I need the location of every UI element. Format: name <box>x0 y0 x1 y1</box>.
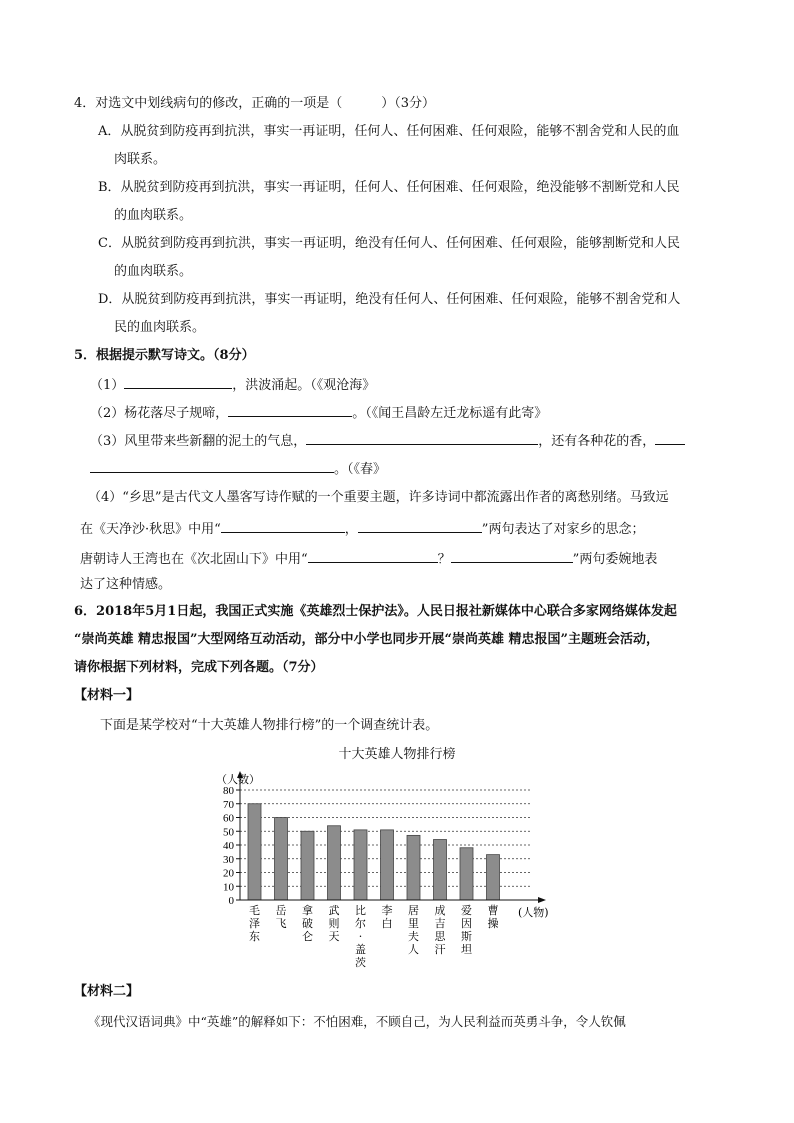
q4-option-b-cont: 的血肉联系。 <box>114 208 193 223</box>
q5-item-4-line2-comma: ， <box>344 522 358 537</box>
x-tick-label: 曹操 <box>487 904 499 930</box>
bar-5 <box>354 830 367 900</box>
q5-blank-4d[interactable] <box>451 548 573 563</box>
bar-10 <box>487 855 500 900</box>
q5-blank-2[interactable] <box>228 402 352 417</box>
q5-item-2-prefix: （2）杨花落尽子规啼， <box>90 406 229 421</box>
q5-item-4-line1: （4）“乡思”是古代文人墨客写诗作赋的一个重要主题，许多诗词中都流露出作者的离愁别绪。马致远 <box>88 490 669 505</box>
q4-option-b[interactable]: B．从脱贫到防疫再到抗洪，事实一再证明，任何人、任何困难、任何艰险，绝没能够不割断党和人民 <box>98 180 680 195</box>
q5-blank-4c[interactable] <box>308 548 438 563</box>
x-axis-label: (人物) <box>518 906 549 919</box>
bar-2 <box>275 818 288 901</box>
q4-option-c-cont: 的血肉联系。 <box>114 264 193 279</box>
material-2-text: 《现代汉语词典》中“英雄”的解释如下：不怕困难，不顾自己，为人民利益而英勇斗争，令人钦佩 <box>88 1014 626 1029</box>
q4-option-d-cont: 民的血肉联系。 <box>114 320 206 335</box>
q5-blank-1[interactable] <box>124 374 232 389</box>
x-tick-label: 岳飞 <box>275 904 287 930</box>
q5-blank-3b[interactable] <box>655 430 685 445</box>
q4-option-a[interactable]: A．从脱贫到防疫再到抗洪，事实一再证明，任何人、任何困难、任何艰险，能够不割舍党和人民的血 <box>98 124 680 139</box>
q5-blank-3a[interactable] <box>306 430 538 445</box>
q5-item-2 <box>90 402 547 424</box>
q4-stem: 4．对选文中划线病句的修改，正确的一项是（ ）（3分） <box>74 96 436 111</box>
x-tick-label: 李白 <box>381 904 393 930</box>
x-tick-label: 成吉思汗 <box>434 904 446 956</box>
q5-item-4-line2-prefix: 在《天净沙·秋思》中用“ <box>80 522 221 537</box>
x-tick-label: 拿破仑 <box>302 904 313 943</box>
x-tick-label: 居里夫人 <box>408 904 419 956</box>
q5-item-1-prefix: （1） <box>90 378 125 393</box>
y-tick-label: 0 <box>228 895 234 907</box>
q5-item-4-line4: 达了这种情感。 <box>80 577 172 592</box>
q5-blank-4b[interactable] <box>358 518 482 533</box>
y-tick-label: 20 <box>223 867 234 880</box>
y-tick-label: 50 <box>223 826 234 839</box>
y-tick-label: 30 <box>223 853 234 866</box>
q5-item-3-prefix: （3）风里带来些新翻的泥土的气息， <box>90 434 307 449</box>
x-tick-label: 毛泽东 <box>249 904 260 943</box>
q6-line-1: 6．2018年5月1日起，我国正式实施《英雄烈士保护法》。人民日报社新媒体中心联合多家网络媒体发起 <box>74 604 677 619</box>
q5-item-2-suffix: 。（《闻王昌龄左迁龙标遥有此寄》 <box>352 406 548 421</box>
y-tick-label: 70 <box>223 798 234 811</box>
q5-item-3-mid: ，还有各种花的香， <box>538 434 656 449</box>
material-2-heading: 【材料二】 <box>74 984 140 999</box>
q6-line-3: 请你根据下列材料，完成下列各题。（7分） <box>74 660 324 675</box>
q4-option-c[interactable]: C．从脱贫到防疫再到抗洪，事实一再证明，绝没有任何人、任何困难、任何艰险，能够割断党和人民 <box>98 236 680 251</box>
y-tick-label: 60 <box>223 812 234 825</box>
bar-chart <box>208 768 568 978</box>
q5-item-3-cont <box>90 458 386 480</box>
q5-item-1 <box>90 374 375 396</box>
q6-line-2: “崇尚英雄 精忠报国”大型网络互动活动，部分中小学也同步开展“崇尚英雄 精忠报国”主题班会活动， <box>74 632 659 647</box>
bar-4 <box>328 826 341 900</box>
material-1-heading: 【材料一】 <box>74 688 140 703</box>
chart-bars <box>248 804 500 900</box>
q4-option-d[interactable]: D．从脱贫到防疫再到抗洪，事实一再证明，绝没有任何人、任何困难、任何艰险，能够不割舍党和人 <box>98 292 681 307</box>
q5-item-3 <box>90 430 685 452</box>
bar-7 <box>407 835 420 900</box>
q5-blank-4a[interactable] <box>221 518 345 533</box>
bar-3 <box>301 831 314 900</box>
y-tick-label: 10 <box>223 881 234 894</box>
q5-blank-3c[interactable] <box>90 458 334 473</box>
y-axis-label: （人数） <box>216 773 260 786</box>
y-tick-label: 80 <box>223 785 234 797</box>
q4-option-a-cont: 肉联系。 <box>114 152 167 167</box>
x-tick-label: 武则天 <box>328 904 340 943</box>
q5-item-4-line3-prefix: 唐朝诗人王湾也在《次北固山下》中用“ <box>80 552 308 567</box>
bar-6 <box>381 830 394 900</box>
x-tick-label: 比尔·盖茨 <box>355 904 366 969</box>
q5-item-4-line3 <box>80 548 657 570</box>
bar-1 <box>248 804 261 900</box>
material-1-text: 下面是某学校对“十大英雄人物排行榜”的一个调查统计表。 <box>100 718 439 733</box>
x-tick-label: 爱因斯坦 <box>461 904 472 956</box>
q5-item-3-suffix: 。（《春》 <box>334 462 387 477</box>
bar-9 <box>460 848 473 900</box>
q5-item-4-line2 <box>80 518 644 540</box>
q5-item-1-suffix: ，洪波涌起。（《观沧海》 <box>232 378 376 393</box>
q5-item-4-line3-suffix: ”两句委婉地表 <box>572 552 658 567</box>
chart-title: 十大英雄人物排行榜 <box>338 747 456 762</box>
bar-8 <box>434 840 447 901</box>
q5-item-4-line3-q: ？ <box>437 552 451 567</box>
x-axis-arrow-icon <box>538 897 546 903</box>
q5-item-4-line2-suffix: ”两句表达了对家乡的思念； <box>481 522 645 537</box>
y-tick-label: 40 <box>223 840 234 852</box>
q5-stem: 5．根据提示默写诗文。（8分） <box>74 348 255 363</box>
